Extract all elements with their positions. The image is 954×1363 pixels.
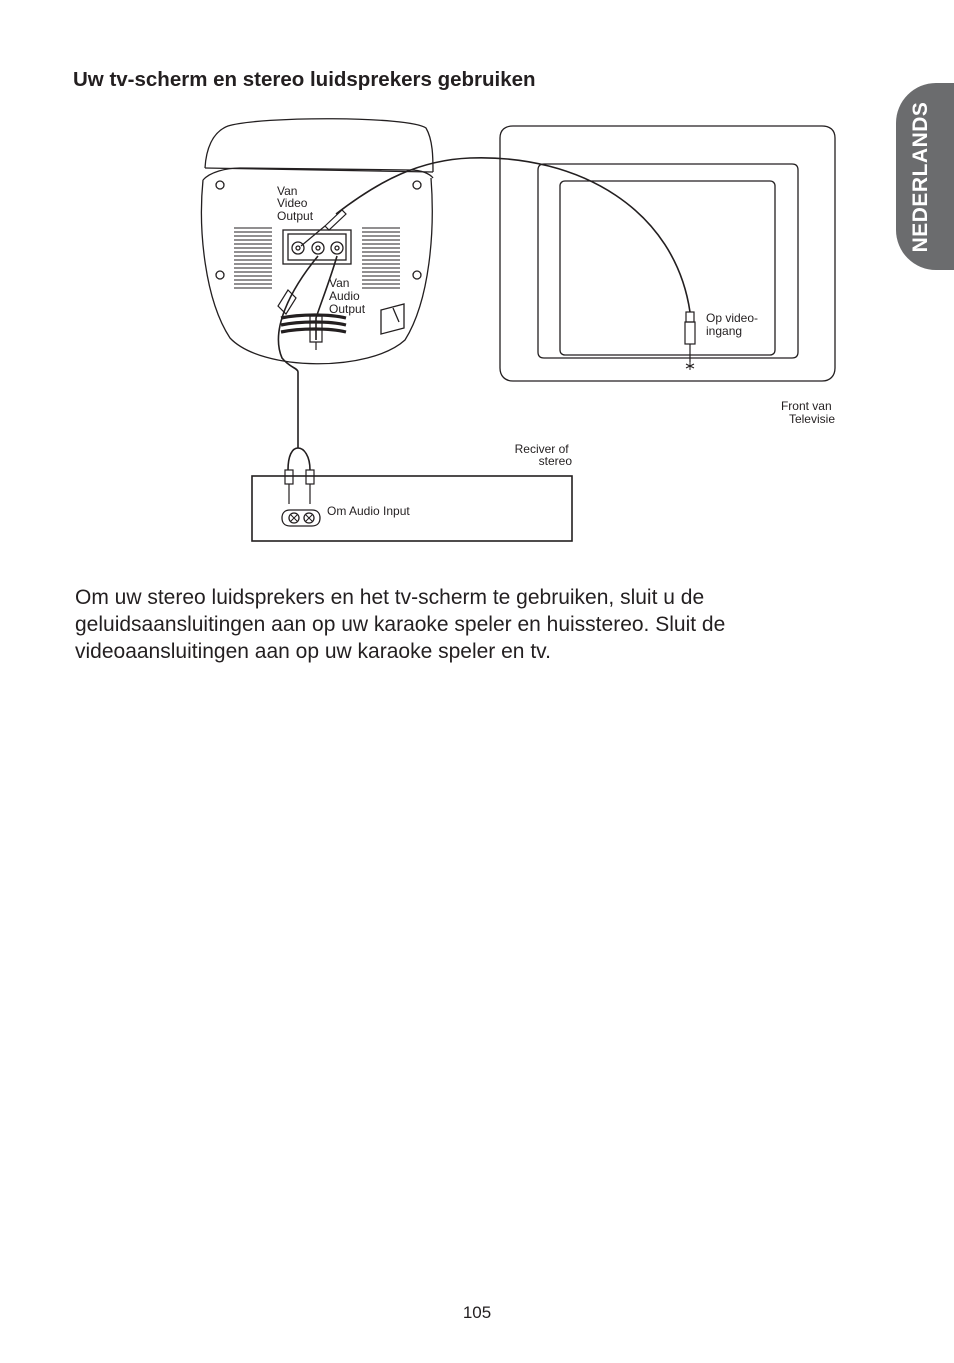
television-front-illustration [500,126,835,381]
label-op-video-ingang: Op video- ingang [706,311,759,338]
audio-cable [278,256,318,448]
label-front-van-televisie: Front van Televisie [780,399,835,426]
label-van-audio-output: Van Audio Output [329,276,366,316]
label-om-audio-input: Om Audio Input [327,504,410,518]
label-van-video-output: Van Video Output [277,184,314,223]
karaoke-player-rear-illustration [201,119,433,364]
page-heading: Uw tv-scherm en stereo luidsprekers gebruiken [73,68,536,91]
page-number: 105 [462,1303,492,1322]
connection-diagram [0,0,954,600]
language-tab-label: NEDERLANDS [909,101,932,253]
label-receiver-of-stereo: Reciver of stereo [514,442,572,468]
receiver-illustration [252,476,572,541]
body-paragraph: Om uw stereo luidsprekers en het tv-scherm te gebruiken, sluit u de geluidsaansluitingen aan op uw karaoke speler en huisstereo. Sluit de videoaansluitingen aan op uw karaoke speler en tv. [75,586,726,663]
